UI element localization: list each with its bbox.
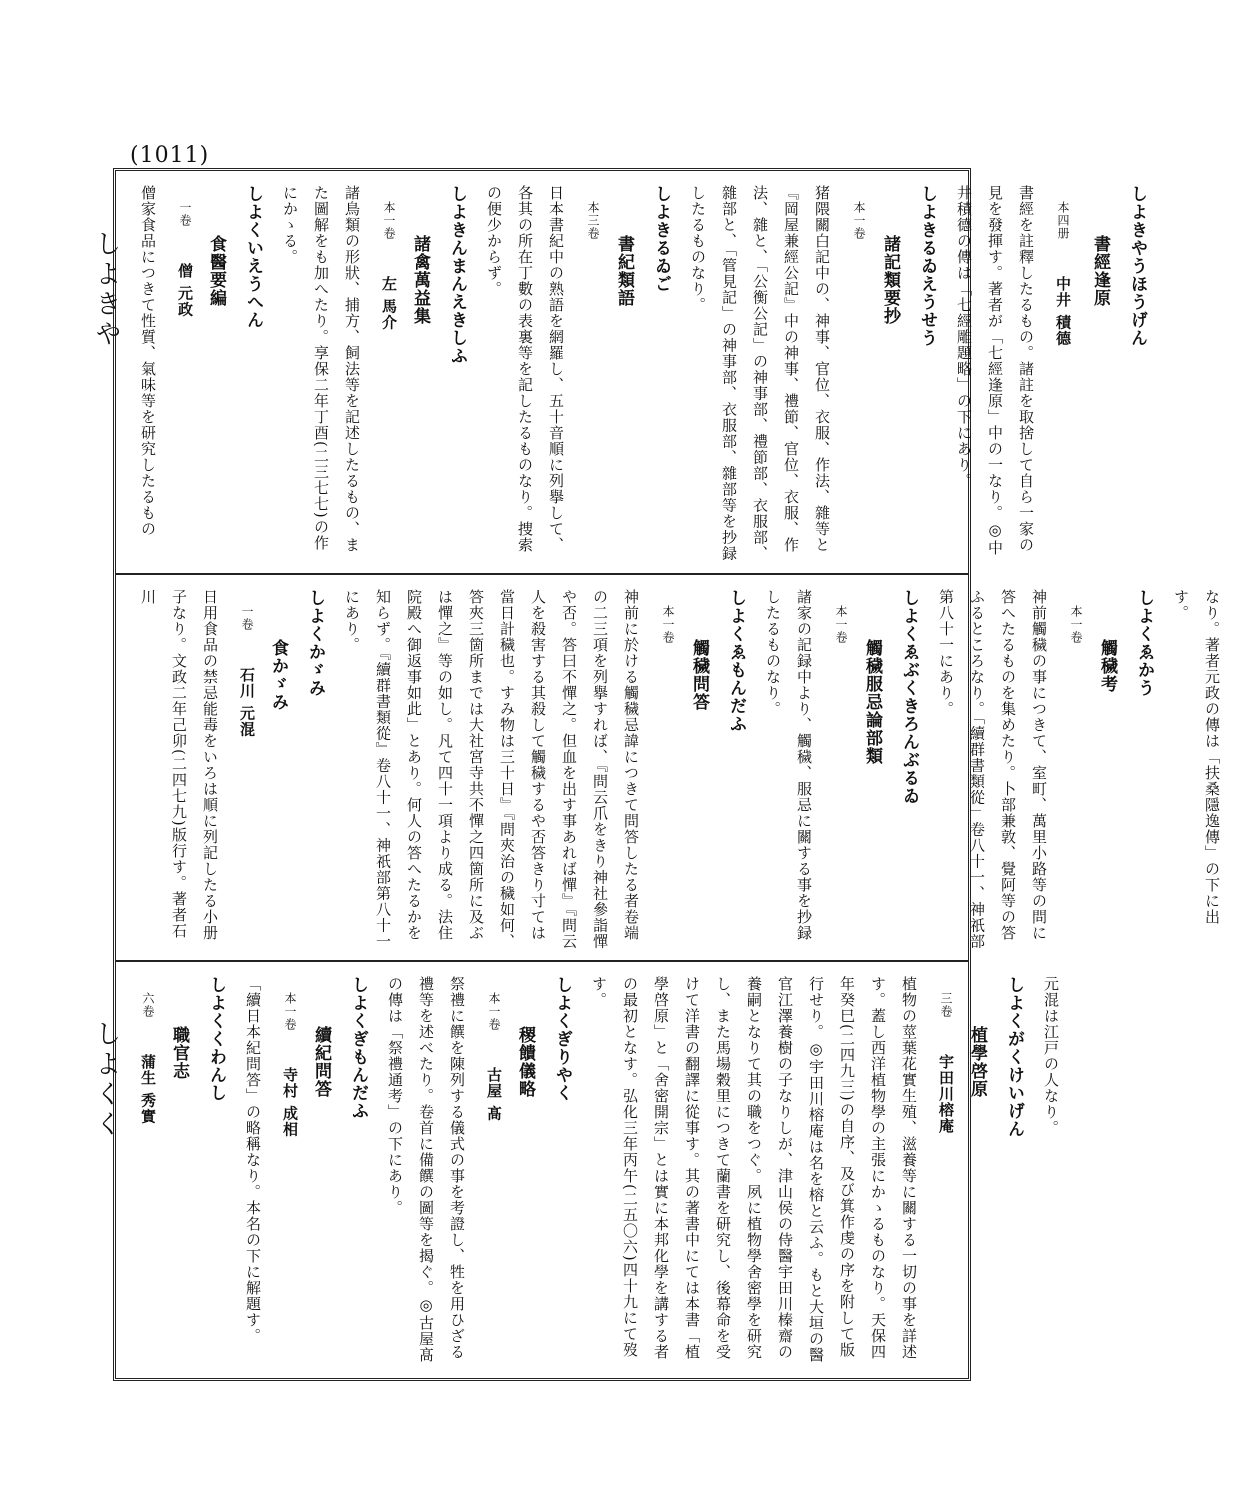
running-head-left: しよきや	[91, 230, 121, 350]
dictionary-entry-header	[825, 589, 887, 952]
entry-reading: しよきんまんえきしふ	[447, 185, 467, 365]
entry-volumes: 本一卷	[834, 605, 848, 644]
entry-body: 日用食品の禁忌能毒をいろは順に列記したる小册子なり。文政二年己卯(二四七九)版行す。著者石川	[139, 589, 219, 941]
entry-volumes: 本一卷	[1069, 605, 1083, 644]
vertical-text-column	[116, 962, 1076, 1378]
dictionary-entry-header	[577, 185, 639, 565]
entry-title: 觸穢考	[1097, 639, 1117, 693]
entry-reading: しよきやうほうげん	[1127, 185, 1147, 347]
entry-reading: しよくぎりやく	[552, 976, 572, 1102]
entry-meta-line	[1047, 185, 1078, 565]
dictionary-entry	[342, 976, 373, 1370]
entry-reading: しよくゑかう	[1134, 589, 1154, 697]
dictionary-entry-header	[373, 185, 435, 565]
running-head-right: しよくく	[91, 1020, 121, 1140]
dictionary-entry	[441, 185, 472, 565]
entry-volumes: 本一卷	[487, 992, 501, 1031]
column-band-3	[116, 960, 1060, 1378]
entry-author: 僧 元政	[176, 262, 194, 318]
entry-body: 僧家食品につきて性質、氣味等を研究したるもの	[139, 185, 157, 537]
entry-author: 宇田川榕庵	[937, 1053, 955, 1134]
entry-volumes: 一卷	[178, 201, 192, 227]
dictionary-entry-header	[132, 976, 194, 1370]
dictionary-entry	[893, 589, 924, 952]
entry-reading: しよきるゐえうせう	[917, 185, 937, 347]
dictionary-entry	[200, 976, 231, 1370]
entry-title: 食醫要編	[206, 235, 226, 307]
entry-body: 祭禮に饌を陳列する儀式の事を考證し、牲を用ひざる禮等を述べたり。卷首に備饌の圖等を揭ぐ。◎古屋髙の傳は「祭禮通考」の下にあり。	[386, 976, 466, 1363]
entry-title: 植學啓原	[967, 1026, 987, 1098]
entry-title: 食かゞみ	[268, 639, 288, 711]
entry-body: 植物の莖葉花實生殖、滋養等に關する一切の事を詳述す。蓋し西洋植物學の主張にかゝるものなり。天保四年癸巳(二四九三)の自序、及び箕作虔の序を附して版行せり。◎宇田川榕庵は名を榕と云ふ。もと大垣の醫官江澤養樹の子なりしが、津山侯の侍醫宇田川榛齋の養嗣となりて其の職をつぐ。夙に植物學舍密學を研究し、また馬場穀里につきて蘭書を研究し、後幕命を受けて洋書の翻譯に從事す。其の著書中にては本書「植學啓原」と「舍密開宗」とは實に本邦化學を講する者の最初となす。弘化三年丙午(二五〇六)四十九にて歿す。	[590, 976, 918, 1363]
dictionary-entry	[546, 976, 577, 1370]
entry-body: 書經を註釋したるもの。諸註を取捨して自ら一家の見を發揮す。著者が「七經逢原」中の一なり。◎中井積德の傳は「七經雕題略」の下にあり。	[955, 185, 1035, 556]
text-frame	[113, 168, 1221, 1381]
entry-volumes: 三卷	[939, 992, 953, 1018]
dictionary-entry	[645, 185, 676, 565]
entry-volumes: 本一卷	[382, 201, 396, 240]
dictionary-entry-header	[274, 976, 336, 1370]
entry-author: 蒲生 秀實	[139, 1053, 157, 1125]
entry-author: 寺村 成相	[281, 1066, 299, 1138]
entry-volumes: 本一卷	[661, 605, 675, 644]
entry-volumes: 一卷	[240, 605, 254, 631]
entry-reading: しよきるゐご	[651, 185, 671, 293]
entry-body: 諸家の記録中より、觸穢、服忌に關する事を抄録したるものなり。	[764, 589, 813, 941]
entry-title: 續紀問答	[311, 1026, 331, 1098]
dictionary-entry-header	[478, 976, 540, 1370]
vertical-text-column	[116, 171, 1162, 573]
dictionary-entry-header	[169, 185, 231, 565]
dictionary-entry-header	[231, 589, 293, 952]
entry-body-continued: 元混は江戸の人なり。	[1042, 976, 1060, 1136]
dictionary-entry-header	[1060, 589, 1122, 952]
column-band-1	[116, 171, 1147, 573]
entry-reading: しよくがくけいげん	[1004, 976, 1024, 1138]
dictionary-entry-header	[930, 976, 992, 1370]
entry-reading: しよくかゞみ	[305, 589, 325, 697]
entry-volumes: 六卷	[141, 992, 155, 1018]
entry-body: 猪隈關白記中の、神事、官位、衣服、作法、雜等と『岡屋兼經公記』中の神事、禮節、官位、衣服、作法、雜と、「公衡公記」の神事部、禮節部、衣服部、雜部と、「管見記」の神事部、衣服部、雜部等を抄録したるものなり。	[689, 185, 831, 562]
entry-title: 稷饋儀略	[515, 1026, 535, 1098]
entry-reading: しよくぎもんだふ	[348, 976, 368, 1120]
entry-title: 職官志	[169, 1026, 189, 1080]
entry-author: 石川 元混	[238, 666, 256, 738]
entry-reading: しよくゑもんだふ	[726, 589, 746, 733]
dictionary-entry-header	[1084, 185, 1115, 565]
vertical-text-column	[116, 575, 1237, 960]
dictionary-entry	[237, 185, 268, 565]
entry-body: 日本書紀中の熟語を網羅し、五十音順に列擧して、各其の所在丁數の表裏等を記したるものなり。捜索の便少からず。	[485, 185, 565, 553]
column-band-2	[116, 573, 1221, 960]
entry-reading: しよくゑぶくきろんぶるゐ	[899, 589, 919, 805]
entry-title: 觸穢問答	[689, 639, 709, 711]
dictionary-entry-header	[843, 185, 905, 565]
entry-reading: しよくくわんし	[206, 976, 226, 1102]
entry-body-continued: なり。著者元政の傳は「扶桑隱逸傳」の下に出す。	[1172, 589, 1221, 925]
entry-volumes: 本一卷	[852, 201, 866, 240]
dictionary-entry	[998, 976, 1029, 1370]
dictionary-entry	[1121, 185, 1152, 565]
entry-author: 古屋 髙	[485, 1066, 503, 1122]
dictionary-entry-header	[652, 589, 714, 952]
entry-reading: しよくいえうへん	[243, 185, 263, 329]
entry-volumes: 本一卷	[283, 992, 297, 1031]
entry-title: 諸記類要抄	[880, 235, 900, 325]
entry-volumes: 本三卷	[586, 201, 600, 240]
entry-body: 「續日本紀問答」の略稱なり。本名の下に解題す。	[244, 976, 262, 1344]
dictionary-entry	[720, 589, 751, 952]
entry-body: 諸鳥類の形狀、捕方、飼法等を記述したるもの、また圖解をも加へたり。享保二年丁酉(二三七七)の作にかゝる。	[281, 185, 361, 553]
dictionary-entry	[1128, 589, 1159, 952]
entry-title: 諸禽萬益集	[410, 235, 430, 325]
page-number: (1011)	[130, 143, 210, 168]
entry-title: 觸穢服忌論部類	[862, 639, 882, 765]
dictionary-entry	[911, 185, 942, 565]
entry-author: 中井 積德	[1054, 275, 1072, 347]
entry-body: 神前に於ける觸穢忌諱につきて問答したる者卷端の二三項を列擧すれば、『問云爪をきり神社參詣憚や否。答曰不憚之。但血を出す事あれば憚』『問云人を殺害する其殺して觸穢するや否答きり寸ては當日計穢也。すみ物は三十日』『問夾治の穢如何、答夾三箇所までは大社宮寺共不憚之四箇所に及ぶは憚之』等の如し。凡て四十一項より成る。法住院殿へ御返事如此」とあり。何人の答へたるかを知らず。『續群書類從』卷八十一、神祇部第八十一にあり。	[343, 589, 640, 950]
entry-volumes: 本四册	[1056, 201, 1070, 240]
entry-title: 書經逢原	[1090, 235, 1110, 307]
entry-author: 左 馬介	[380, 275, 398, 331]
entry-title: 書紀類語	[614, 235, 634, 307]
entry-body: 神前觸穢の事につきて、室町、萬里小路等の問に答へたるものを集めたり。卜部兼敦、覺阿等の答ふるところなり。「續群書類從」卷八十一、神祇部第八十一にあり。	[937, 589, 1048, 950]
dictionary-entry	[299, 589, 330, 952]
